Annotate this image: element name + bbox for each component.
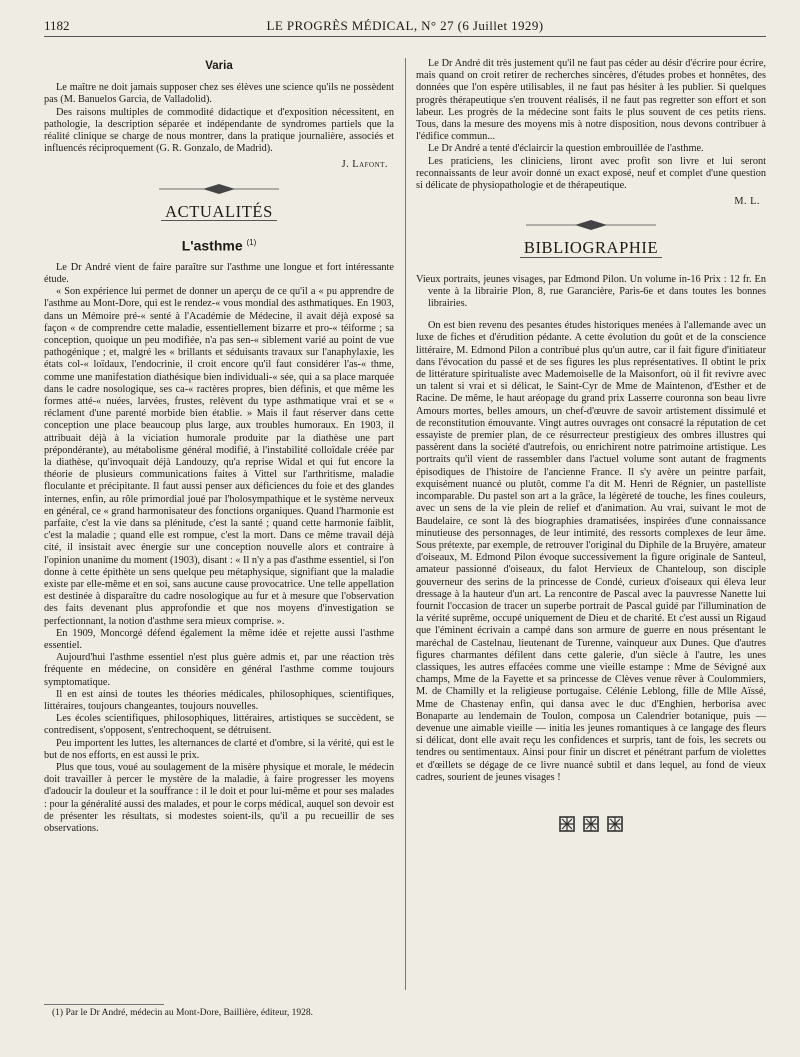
fleuron-icon: [583, 816, 599, 832]
article-title: L'asthme $^{(1)}$: [181, 237, 257, 254]
varia-paragraph: Des raisons multiples de commodité didactique et d'exposition nécessitent, en pathologie, la description séparée et indépendante de syndromes partiels que la réalité clinique se charge de nous montrer, dans la pratique journalière, associés et influencés réciproquement (G. R. Gonzalo, de Madrid).: [44, 106, 394, 155]
article-paragraph: En 1909, Moncorgé défend également la même idée et rejette aussi l'asthme essentiel.: [44, 627, 394, 651]
bibliographie-section-title: BIBLIOGRAPHIE: [416, 242, 766, 257]
footnote: (1) Par le Dr André, médecin au Mont-Dore, Baillière, éditeur, 1928.: [52, 1008, 314, 1018]
running-title: LE PROGRÈS MÉDICAL, N° 27 (6 Juillet 1929): [266, 18, 544, 33]
article-paragraph: Aujourd'hui l'asthme essentiel n'est plus guère admis et, par une réaction très fréquente en médecine, on considère en général l'asthme comme toujours symptomatique.: [44, 652, 394, 688]
left-column: [44, 58, 394, 994]
article-paragraph: Plus que tous, voué au soulagement de la misère physique et morale, le médecin doit travailler à percer le mystère de la maladie, à faire progresser les moyens d'adoucir la douleur et la souffrance : il le doit et pour lui-même et pour ses malades : pour la généralité aussi des malades, et pour le corps médical, auquel son devoir est de présenter les résultats, si modestes soient-ils, qu'il a pu recueillir de ses observations.: [44, 762, 394, 835]
varia-signature: J. Lafont.: [341, 159, 388, 171]
book-reference: Vieux portraits, jeunes visages, par Edmond Pilon. Un volume in-16 Prix : 12 fr. En vente à la librairie Plon, 8, rue Garancière, Paris-6e et dans toutes les bonnes librairies.: [416, 273, 766, 310]
article-signature: M. L.: [734, 196, 760, 208]
book-review: On est bien revenu des pesantes études historiques menées à l'allemande avec un luxe de fiches et d'érudition pédante. A cette évolution du goût et de la conscience littéraire, M. Edmond Pilon a contribué plus qu'un autre, car il fait figure d'initiateur dans l'évocation du passé et de ses figures les plus représentatives. Il obtint le prix de littérature spiritualiste avec Mademoiselle de la Maisonfort, où il fit revivre avec un talent si vrai et si délicat, le Saint-Cyr de Mme de Maintenon, d'Esther et de Racine. De même, le haut aréopage du grand prix Lasserre couronna son beau livre Amours mortes, belles amours, un chef-d'œuvre de savoir artistement dissimulé et de reconstitution émouvante. Vingt autres ouvrages ont consacré la réputation de cet essayiste de premier plan, de ce résurrecteur prestigieux des ombres illustres qui passèrent dans la société d'autrefois, ou enrichirent notre patrimoine artistique. Les portraits qu'il vient de rassembler dans l'actuel volume sont autant de fragments épisodiques de l'histoire de l'ancienne France. Il s'y avère un peintre parfait, exquisément nuancé ou plutôt, comme l'a dit M. Henri de Régnier, un pastelliste incomparable. Du pastel son art a la grâce, la légèreté de touche, les fines couleurs, avec un sens de la vie plein de relief et d'animation. Au vrai, suivant le mot de Baudelaire, ce sont là des biographies dramatisées, inspirées d'une connaissance minutieuse des personnages, de leur intimité, des ressorts complexes de leur âme. Sous prétexte, par exemple, de retrouver l'original du Diphile de la Bruyère, amateur d'oiseaux, M. Edmond Pilon évoque successivement la figure originale de Santeul, amateur passionné d'oiseaux, du falot Hervieux de Chanteloup, son disciple gouverneur des serins de la princesse de Condé, curieux d'oiseaux qui éleva leur dressage à la hauteur d'un art. La rencontre de Pascal avec la pauvresse Nanette lui fournit l'occasion de tracer un superbe portrait de Pascal guidé par l'illumination de la vérité suprême, occupé uniquement de Dieu et de charité. Et c'est aussi un Rigaud que l'éminent écrivain a campé dans son armure de guerre en nous présentant le maréchal de Castelnau, lieutenant de Turenne, vainqueur aux Dunes. Que d'autres figures charmantes défilent dans cette galerie, d'un siècle à l'autre, les unes classiques, les autres effacées comme une vieille estampe : Mme de Sévigné aux champs, Mme de la Fayette et sa princesse de Clèves venue rêver à Coulommiers, M. de Chamilly et la religieuse portugaise. Célénie Leblong, fille de Mlle Aïssé, Mme de Chastenay enfin, qui dansa avec le duc d'Enghien, herborisa avec Bonaparte au lendemain de Toulon, composa un Calendrier botanique, puis — devenue une aimable vieille — initia les jeunes romantiques à ce langage des fleurs si délicat, dont elle avait reçu les confidences et surpris, tant de fois, les secrets ou tendres ou sentimentaux. Ainsi pour finir un discret et pénétrant parfum de violettes et d'œillets se dégage de ce livre nuancé subtil et dans lequel, au fond de vieux cadres, sourient de jeunes visages !: [416, 320, 766, 783]
ornament-divider: [44, 182, 394, 196]
end-ornament: [416, 816, 766, 832]
footnote-ref: (1): [246, 237, 257, 247]
article-paragraph: Les praticiens, les cliniciens, liront avec profit son livre et lui seront reconnaissants de leur avoir donné un exact exposé, neuf et complet d'une question si délicate de physiopathologie et de thérapeutique.: [416, 155, 766, 192]
article-paragraph: Le Dr André dit très justement qu'il ne faut pas céder au désir d'écrire pour écrire, mais quand on croit retirer de recherches sincères, d'études probes et honnêtes, des données que l'on espère utilisables, il ne faut pas hésiter à les publier. Si quelques progrès thérapeutique s'en trouvent réalisés, il ne faut pas regretter son effort et son labeur. Les progrès de la médecine sont faits le plus souvent de ces petits riens. Tous, dans la mesure des moyens mis à notre disposition, nous devons contribuer à l'édifice commun...: [416, 58, 766, 143]
journal-page: [44, 14, 766, 1044]
article-paragraph: Peu importent les luttes, les alternances de clarté et d'ombre, si la vérité, qui est le but de nos efforts, en est aussi le prix.: [44, 737, 394, 761]
article-paragraph: Le Dr André a tenté d'éclaircir la question embrouillée de l'asthme.: [428, 143, 704, 155]
varia-title: Varia: [205, 60, 233, 72]
right-column: [416, 58, 766, 994]
fleuron-icon: [559, 816, 575, 832]
footnote-rule: [44, 1004, 164, 1005]
ornament-divider: [416, 218, 766, 232]
columns: [44, 58, 766, 994]
page-number: 1182: [44, 18, 70, 33]
varia-paragraph: Le maître ne doit jamais supposer chez ses élèves une science qu'ils ne possèdent pas (M. Banuelos Garcia, de Valladolid).: [44, 82, 394, 106]
page-header: [44, 14, 766, 37]
article-paragraph: Les écoles scientifiques, philosophiques, littéraires, artistiques se succèdent, se contredisent, s'opposent, s'entrechoquent, se détruisent.: [44, 713, 394, 737]
article-paragraph: « Son expérience lui permet de donner un aperçu de ce qu'il a « pu apprendre de l'asthme au Mont-Dore, qui est le rendez-« vous mondial des asthmatiques. En 1903, dans un Mémoire pré-« senté à l'Académie de Médecine, il avait déjà exposé sa façon « de comprendre cette maladie, essentiellement bizarre et pro-« téiforme ; sa conception, quoique un peu modifiée, n'a pas sen-« siblement varié au point de vue pathogénique ; et, malgré les « brillants et séduisants travaux sur l'anaphylaxie, les états col-« loïdaux, l'endocrinie, il croit encore qu'il faut considérer l'as-« thme, comme une manifestation diathésique bien individuali-« sée, qui a sa place marquée dans le cadre nosologique, ses ca-« ractères propres, bien définis, et que même les formes atté-« nuées, larvées, frustes, relèvent du type asthmatique vrai et se « réclament d'une parenté morbide bien établie. » Mais il faut réserver dans cette conception une place beaucoup plus large, aux troubles humoraux. En 1903, il attribuait déjà à la viciation humorale produite par la diathèse une part prépondérante), au métabolisme général modifié, à l'instabilité colloïdale créée par la diathèse, qu'invoquait déjà Landouzy, qu'a reprise Widal et qui fut encore la théorie de plusieurs communications faites à Vittel sur l'arthritisme, maladie floculante et précipitante. Il faut aussi penser aux déficiences du foie et des glandes internes, enfin, au rôle primordial joué par l'holosympathique et le système nerveux en général, ce « grand harmonisateur des fonctions organiques. Quand l'harmonie est parfaite, c'est la vie dans sa plénitude, c'est la santé ; quand cette harmonie faiblit, c'est la maladie ; quand elle est rompue, c'est la mort. Dans ce même travail déjà cité, il insistait avec énergie sur une conception nouvelle alors et contraire à l'opinion unanime du moment (1903), disant : « Il n'y a pas d'asthme essentiel, si l'on donne à cette épithète un sens quelque peu métaphysique, signifiant que la maladie existe par elle-même et en soi, sans aucune cause provocatrice. Une telle appellation est destinée à disparaître du cadre nosologique au fur et à mesure que l'observation des faits devenant plus approfondie et que nos moyens d'investigation se perfectionnant, la notion d'asthme sera mieux comprise. ».: [44, 286, 394, 627]
article-paragraph: Il en est ainsi de toutes les théories médicales, philosophiques, scientifiques, littéraires, toujours changeantes, toujours nouvelles.: [44, 688, 394, 712]
fleuron-icon: [607, 816, 623, 832]
actualites-section-title: ACTUALITÉS: [44, 206, 394, 221]
article-paragraph: Le Dr André vient de faire paraître sur l'asthme une longue et fort intéressante étude.: [44, 261, 394, 285]
